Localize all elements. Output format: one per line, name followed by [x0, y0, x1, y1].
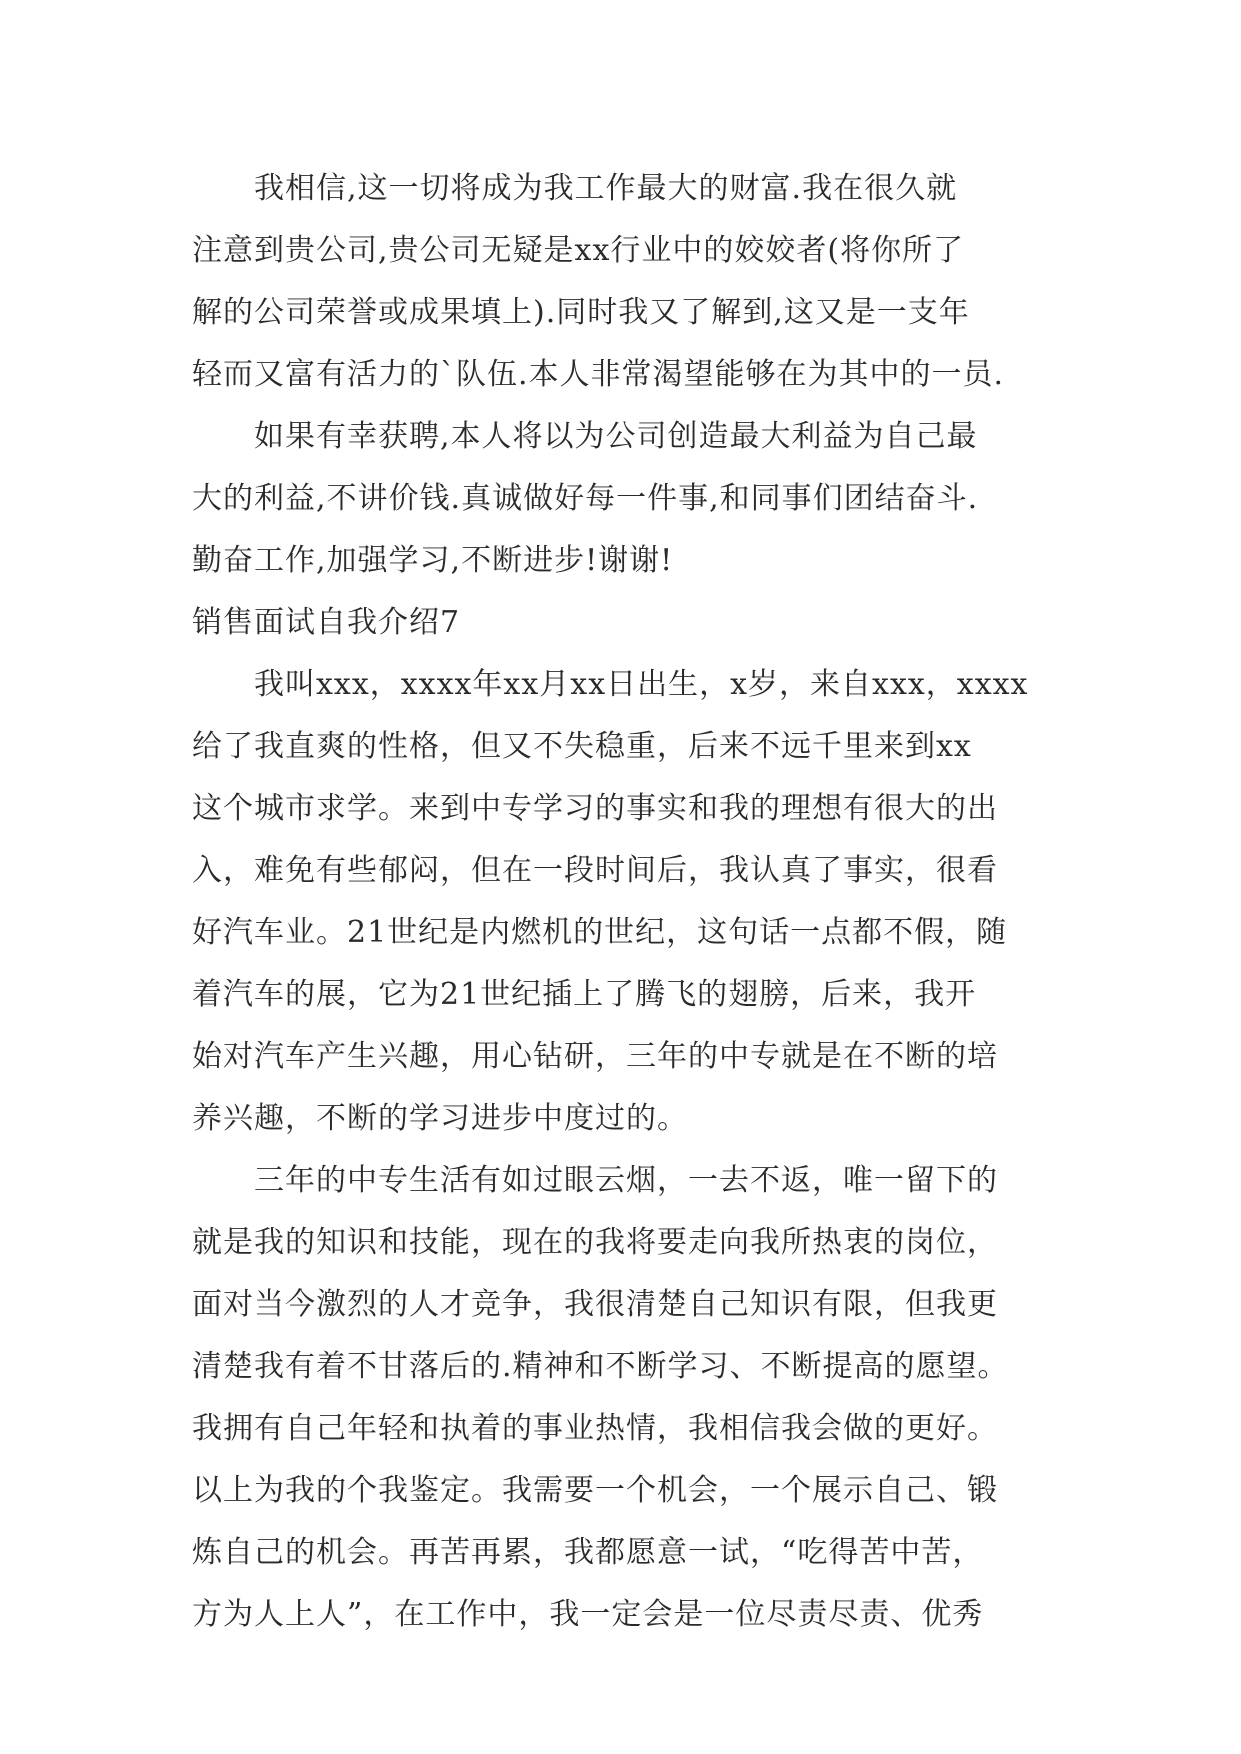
paragraph-line: 我叫xxx，xxxx年xx月xx日出生，x岁，来自xxx，xxxx: [254, 667, 1029, 702]
paragraph-line: 清楚我有着不甘落后的.精神和不断学习、不断提高的愿望。: [192, 1349, 1009, 1384]
paragraph-line: 始对汽车产生兴趣，用心钻研，三年的中专就是在不断的培: [192, 1039, 998, 1074]
paragraph-line: 如果有幸获聘,本人将以为公司创造最大利益为自己最: [254, 419, 978, 454]
paragraph-line: 入，难免有些郁闷，但在一段时间后，我认真了事实，很看: [192, 853, 998, 888]
paragraph-line: 解的公司荣誉或成果填上).同时我又了解到,这又是一支年: [192, 295, 970, 330]
paragraph-line: 就是我的知识和技能，现在的我将要走向我所热衷的岗位，: [192, 1225, 998, 1260]
paragraph-line: 以上为我的个我鉴定。我需要一个机会，一个展示自己、锻: [192, 1473, 998, 1508]
section-heading: 销售面试自我介绍7: [192, 605, 461, 640]
paragraph-line: 养兴趣，不断的学习进步中度过的。: [192, 1101, 688, 1136]
paragraph-line: 好汽车业。21世纪是内燃机的世纪，这句话一点都不假，随: [192, 915, 1008, 950]
paragraph-line: 三年的中专生活有如过眼云烟，一去不返，唯一留下的: [254, 1163, 998, 1198]
paragraph-line: 轻而又富有活力的`队伍.本人非常渴望能够在为其中的一员.: [192, 357, 1005, 392]
paragraph-line: 方为人上人”，在工作中，我一定会是一位尽责尽责、优秀: [192, 1597, 984, 1632]
paragraph-line: 我拥有自己年轻和执着的事业热情，我相信我会做的更好。: [192, 1411, 998, 1446]
paragraph-line: 炼自己的机会。再苦再累，我都愿意一试，“吃得苦中苦，: [192, 1535, 984, 1570]
paragraph-line: 我相信,这一切将成为我工作最大的财富.我在很久就: [254, 171, 958, 206]
paragraph-line: 大的利益,不讲价钱.真诚做好每一件事,和同事们团结奋斗.: [192, 481, 979, 516]
paragraph-line: 注意到贵公司,贵公司无疑是xx行业中的姣姣者(将你所了: [192, 233, 965, 268]
paragraph-line: 面对当今激烈的人才竞争，我很清楚自己知识有限，但我更: [192, 1287, 998, 1322]
paragraph-line: 着汽车的展，它为21世纪插上了腾飞的翅膀，后来，我开: [192, 977, 977, 1012]
paragraph-line: 勤奋工作,加强学习,不断进步!谢谢!: [192, 543, 674, 578]
paragraph-line: 这个城市求学。来到中专学习的事实和我的理想有很大的出: [192, 791, 998, 826]
paragraph-line: 给了我直爽的性格，但又不失稳重，后来不远千里来到xx: [192, 729, 972, 764]
